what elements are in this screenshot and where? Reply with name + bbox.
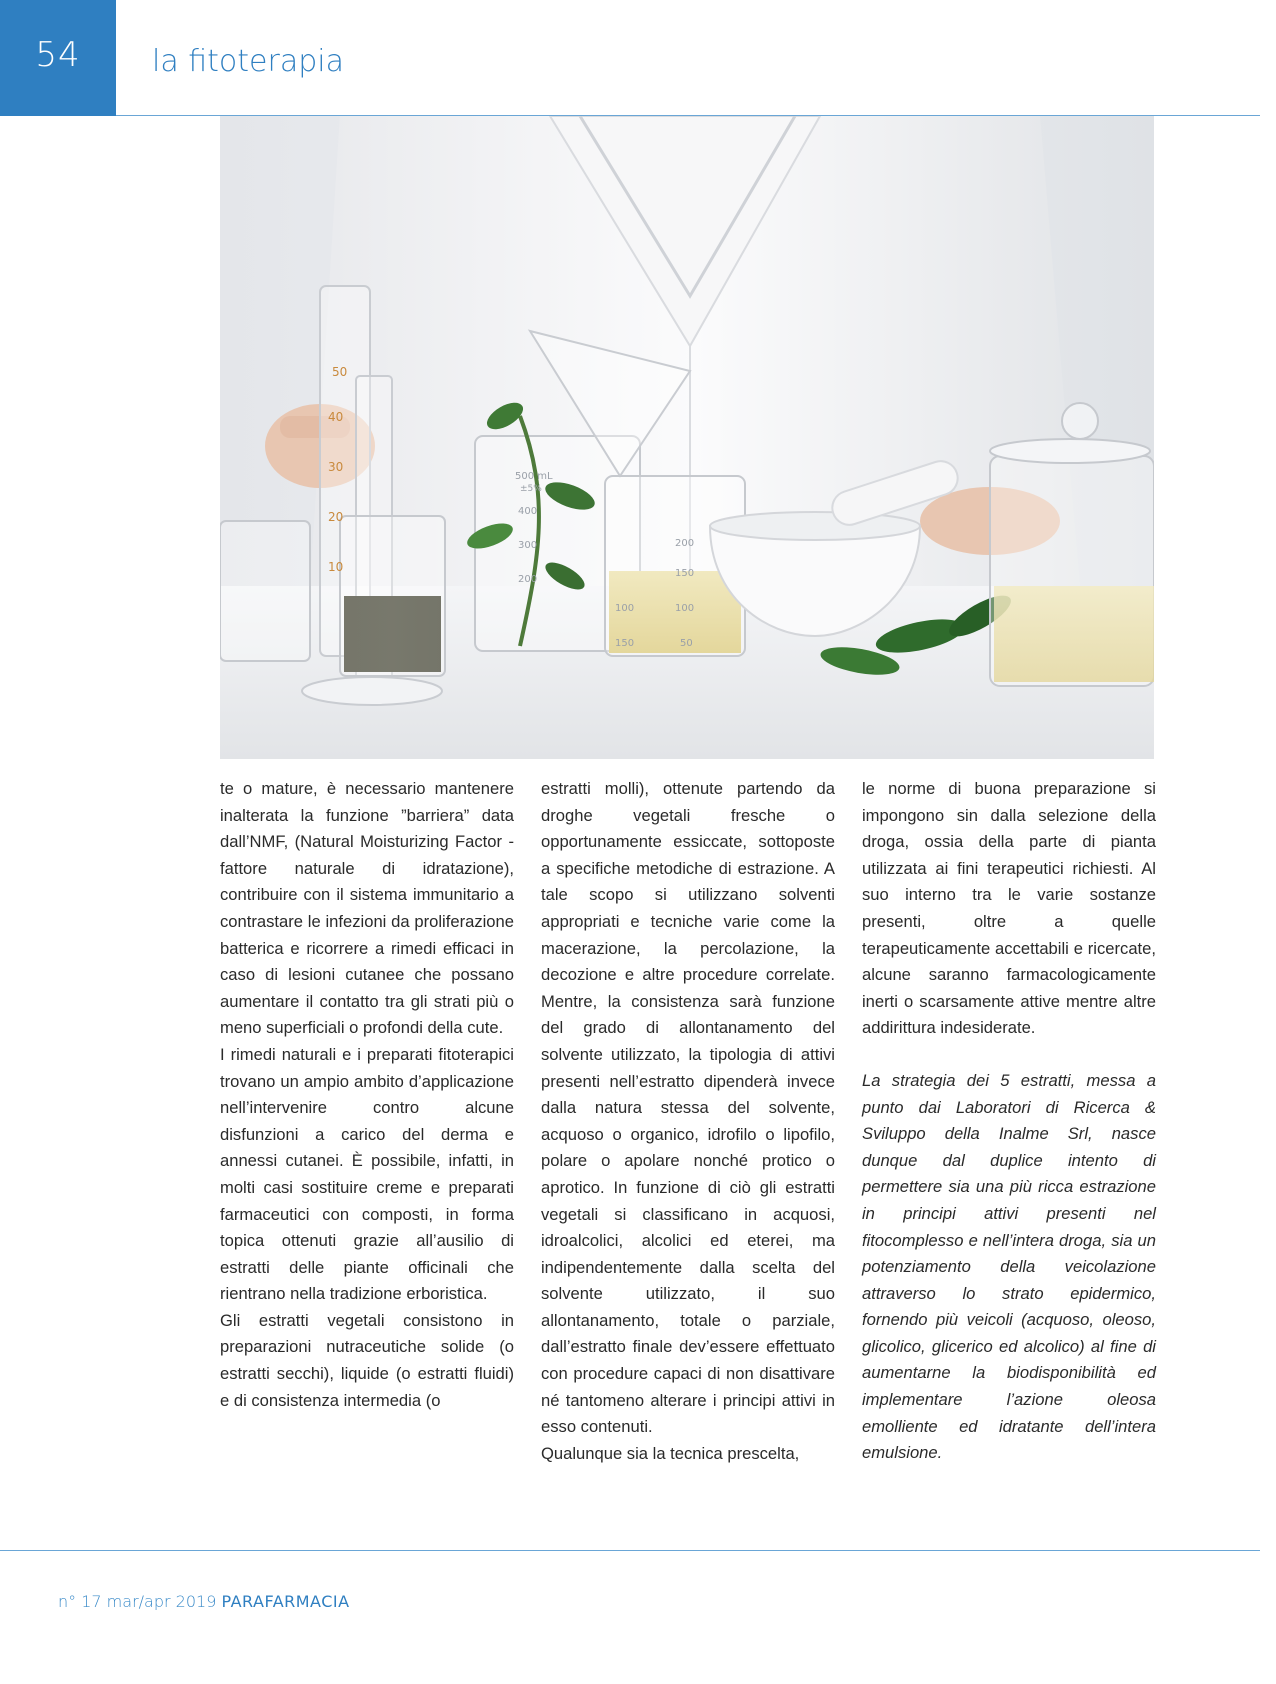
paragraph: estratti molli), ottenute partendo da droghe vegetali fresche o opportunamente essiccate, sottoposte a specifiche metodiche di estrazione. A tale scopo si utilizzano solventi appropriati e tecniche varie come la macerazione, la percolazione, la decozione e altre procedure correlate. Mentre, la consistenza sarà funzione del grado di allontanamento del solvente utilizzato, la tipologia di attivi presenti nell’estratto dipenderà invece dalla natura stessa del solvente, acquoso o organico, idrofilo o lipofilo, polare o apolare nonché protico o aprotico. In funzione di ciò gli estratti vegetali si classificano in acquosi, idroalcolici, alcolici ed eterei, ma indipendentemente dalla scelta del solvente utilizzato, il suo allontanamento, totale o parziale, dall’estratto finale dev’essere effettuato con procedure capaci di non disattivare né tantomeno alterare i principi attivi in esso contenuti. <box>541 779 835 1437</box>
text-column-1 <box>220 776 514 1414</box>
paragraph: Gli estratti vegetali consistono in preparazioni nutraceutiche solide (o estratti secchi), liquide (o estratti fluidi) e di consistenza intermedia (o <box>220 1310 514 1410</box>
photo-mark: 40 <box>328 410 344 424</box>
section-title: la fitoterapia <box>152 44 344 79</box>
issue-info: n° 17 mar/apr 2019 <box>58 1592 217 1611</box>
photo-mark: 10 <box>328 560 344 574</box>
lab-photo <box>220 116 1154 759</box>
photo-mark: 100 <box>675 603 695 614</box>
photo-mark: 50 <box>332 365 348 379</box>
photo-mark: 400 <box>518 506 538 517</box>
photo-mark: 200 <box>518 574 538 585</box>
photo-mark: 150 <box>675 568 695 579</box>
paragraph: I rimedi naturali e i preparati fitoterapici trovano un ampio ambito d’applicazione nell’intervenire contro alcune disfunzioni a carico del derma e annessi cutanei. È possibile, infatti, in molti casi sostituire creme e preparati farmaceutici con composti, in forma topica ottenuti grazie all’ausilio di estratti delle piante officinali che rientrano nella tradizione erboristica. <box>220 1044 514 1304</box>
text-column-2 <box>541 776 835 1467</box>
text-column-3 <box>862 776 1156 1467</box>
photo-mark: 30 <box>328 460 344 474</box>
footer <box>58 1592 350 1611</box>
photo-mark: ±5% <box>520 484 542 494</box>
page-number: 54 <box>35 35 81 75</box>
photo-mark: 300 <box>518 540 538 551</box>
highlight-paragraph: La strategia dei 5 estratti, messa a punto dai Laboratori di Ricerca & Sviluppo della Inalme Srl, nasce dunque dal duplice intento di permettere sia una più ricca estrazione in principi attivi presenti nel fitocomplesso e nell’intera droga, sia un potenziamento della veicolazione attraverso lo strato epidermico, fornendo più veicoli (acquoso, oleoso, glicolico, glicerico ed alcolico) al fine di aumentarne la biodisponibilità ed implementare l’azione oleosa emolliente ed idratante dell’intera emulsione. <box>862 1070 1156 1463</box>
photo-mark: 20 <box>328 510 344 524</box>
paragraph: le norme di buona preparazione si impongono sin dalla selezione della droga, ossia della parte di pianta utilizzata ai fini terapeutici richiesti. Al suo interno tra le varie sostanze presenti, oltre a quelle terapeuticamente accettabili e ricercate, alcune saranno farmacologicamente inerti o scarsamente attive mentre altre addirittura indesiderate. <box>862 779 1156 1038</box>
footer-divider <box>0 1550 1260 1551</box>
paragraph: Qualunque sia la tecnica prescelta, <box>541 1443 800 1463</box>
photo-mark: 150 <box>615 638 635 649</box>
page-number-box <box>0 0 116 116</box>
photo-mark: 50 <box>680 638 693 649</box>
photo-mark: 500 mL <box>515 471 553 482</box>
photo-mark: 200 <box>675 538 695 549</box>
paragraph: te o mature, è necessario mantenere inalterata la funzione ”barriera” data dall’NMF, (Natural Moisturizing Factor - fattore naturale di idratazione), contribuire con il sistema immunitario a contrastare le infezioni da proliferazione batterica e ricorrere a rimedi efficaci in caso di lesioni cutanee che possano aumentare il contatto tra gli strati più o meno superficiali o profondi della cute. <box>220 779 514 1038</box>
magazine-brand: PARAFARMACIA <box>221 1592 350 1611</box>
photo-mark: 100 <box>615 603 635 614</box>
